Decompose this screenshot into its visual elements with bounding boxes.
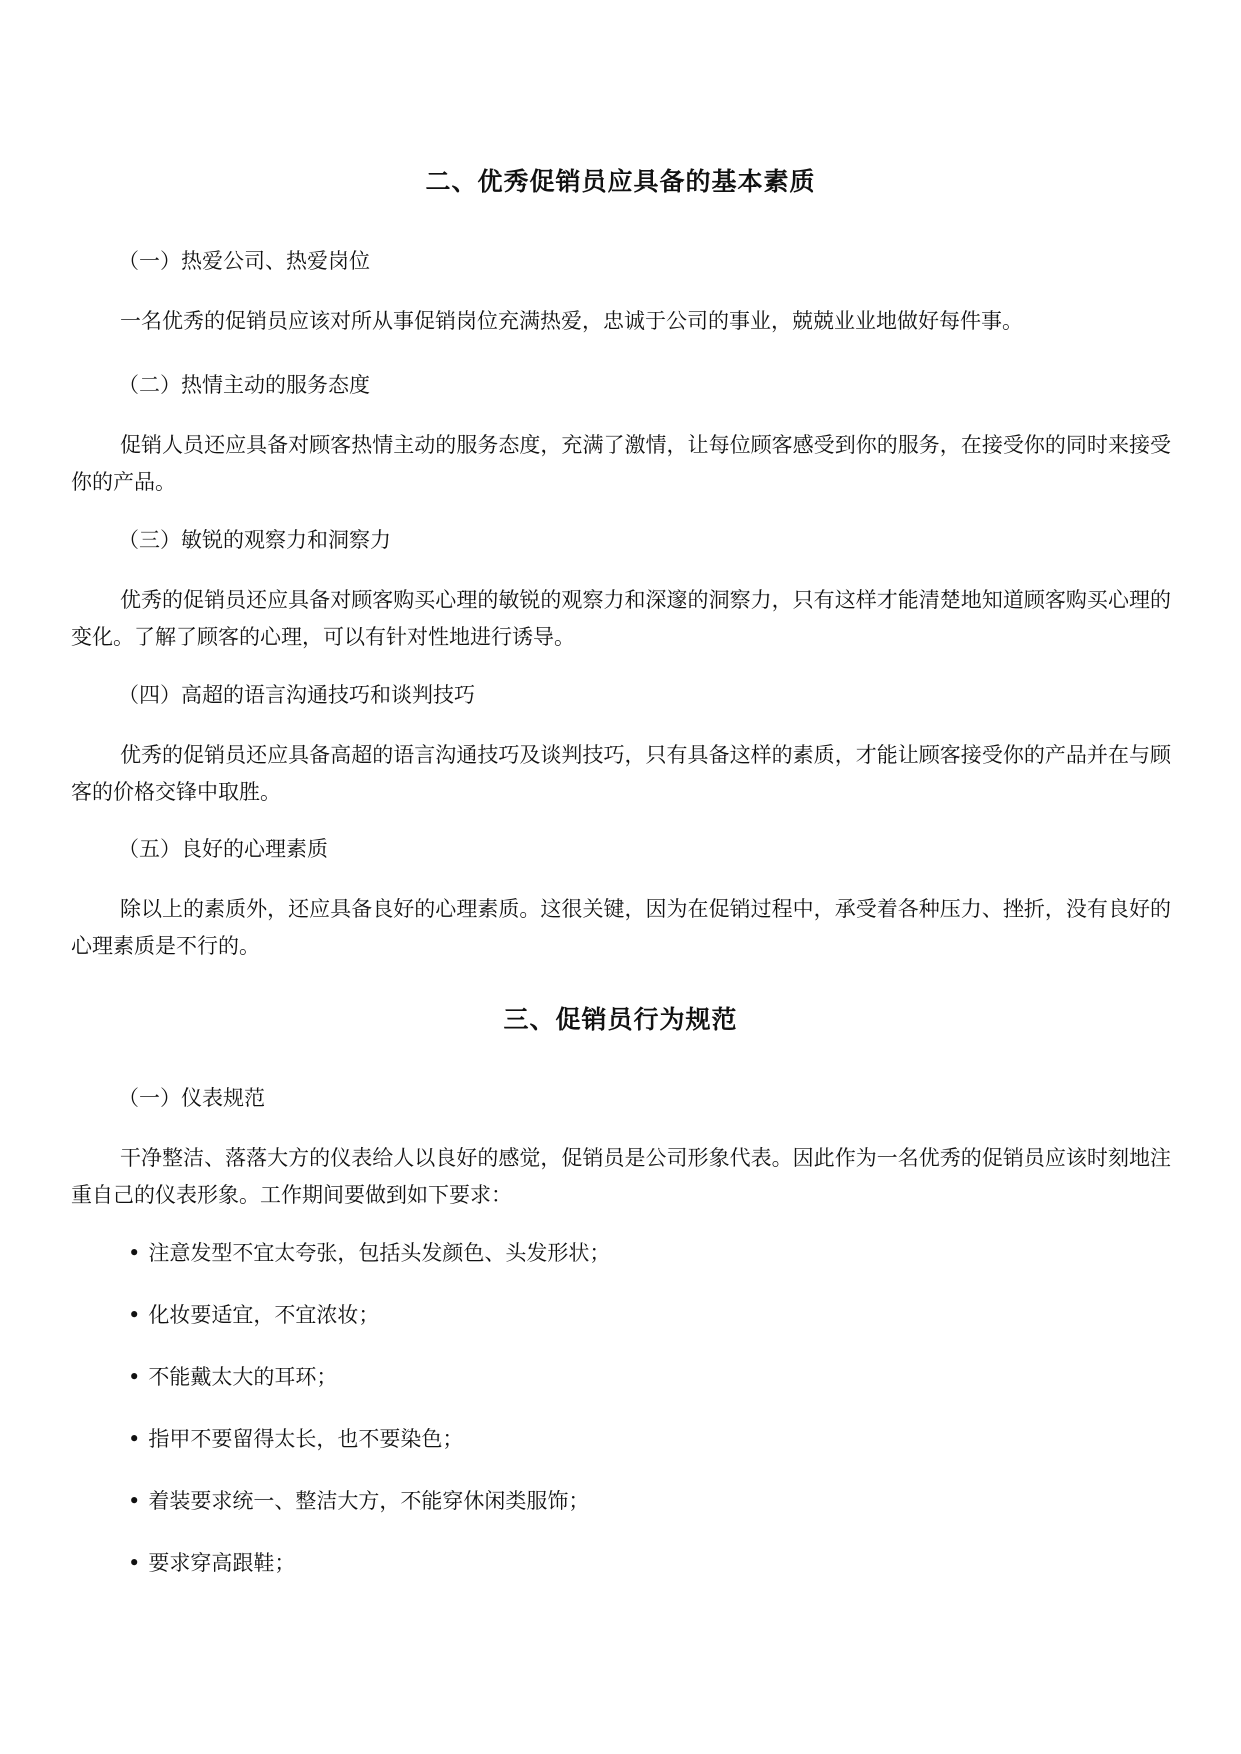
list-item bbox=[128, 1362, 337, 1392]
list-item bbox=[128, 1486, 589, 1516]
list-item-text: 指甲不要留得太长，也不要染色； bbox=[148, 1427, 464, 1451]
subsection-heading: （三）敏锐的观察力和洞察力 bbox=[118, 528, 391, 552]
bullet-icon: • bbox=[128, 1489, 141, 1513]
list-item-text: 化妆要适宜，不宜浓妆； bbox=[148, 1303, 380, 1327]
bullet-icon: • bbox=[128, 1427, 141, 1451]
list-item bbox=[128, 1238, 610, 1268]
list-item-text: 要求穿高跟鞋； bbox=[148, 1551, 296, 1575]
section-title: 二、优秀促销员应具备的基本素质 bbox=[425, 167, 816, 196]
subsection-heading: （四）高超的语言沟通技巧和谈判技巧 bbox=[118, 683, 475, 707]
subsection-heading: （一）热爱公司、热爱岗位 bbox=[118, 249, 370, 273]
paragraph: 除以上的素质外，还应具备良好的心理素质。这很关键，因为在促销过程中，承受着各种压力、挫折，没有良好的心理素质是不行的。 bbox=[71, 897, 1171, 958]
bullet-icon: • bbox=[128, 1303, 141, 1327]
paragraph: 干净整洁、落落大方的仪表给人以良好的感觉，促销员是公司形象代表。因此作为一名优秀的促销员应该时刻地注重自己的仪表形象。工作期间要做到如下要求： bbox=[71, 1146, 1171, 1207]
paragraph: 一名优秀的促销员应该对所从事促销岗位充满热爱，忠诚于公司的事业，兢兢业业地做好每件事。 bbox=[120, 309, 1023, 333]
paragraph: 优秀的促销员还应具备高超的语言沟通技巧及谈判技巧，只有具备这样的素质，才能让顾客接受你的产品并在与顾客的价格交锋中取胜。 bbox=[71, 743, 1171, 804]
paragraph: 优秀的促销员还应具备对顾客购买心理的敏锐的观察力和深邃的洞察力，只有这样才能清楚地知道顾客购买心理的变化。了解了顾客的心理，可以有针对性地进行诱导。 bbox=[71, 588, 1171, 649]
subsection-heading: （一）仪表规范 bbox=[118, 1086, 265, 1110]
list-item bbox=[128, 1300, 379, 1330]
paragraph: 促销人员还应具备对顾客热情主动的服务态度，充满了激情，让每位顾客感受到你的服务，在接受你的同时来接受你的产品。 bbox=[71, 433, 1171, 494]
bullet-icon: • bbox=[128, 1551, 141, 1575]
list-item-text: 不能戴太大的耳环； bbox=[148, 1365, 338, 1389]
bullet-icon: • bbox=[128, 1365, 141, 1389]
list-item bbox=[128, 1548, 295, 1578]
list-item bbox=[128, 1424, 463, 1454]
list-item-text: 注意发型不宜太夸张，包括头发颜色、头发形状； bbox=[148, 1241, 611, 1265]
subsection-heading: （二）热情主动的服务态度 bbox=[118, 373, 370, 397]
section-title: 三、促销员行为规范 bbox=[503, 1005, 738, 1034]
list-item-text: 着装要求统一、整洁大方，不能穿休闲类服饰； bbox=[148, 1489, 590, 1513]
bullet-icon: • bbox=[128, 1241, 141, 1265]
subsection-heading: （五）良好的心理素质 bbox=[118, 837, 328, 861]
